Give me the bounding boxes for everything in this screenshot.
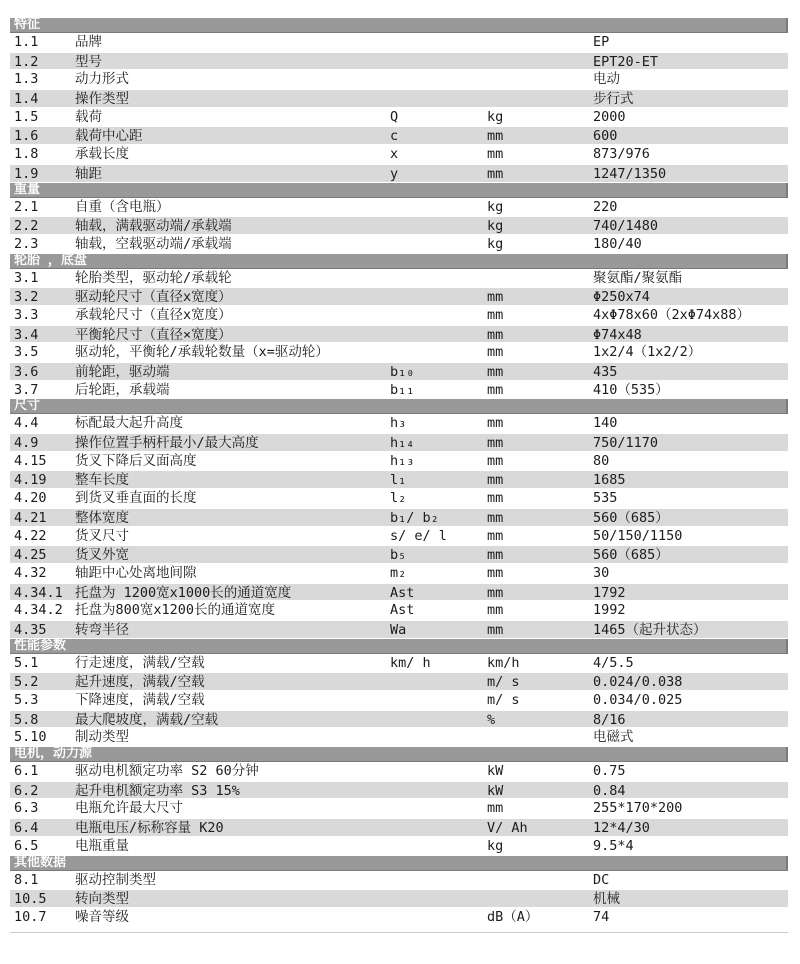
row-label: 轴载，满载驱动端/承载端 [75, 218, 232, 234]
row-symbol [390, 235, 487, 254]
row-unit: mm [487, 381, 504, 398]
row-unit: mm [487, 547, 504, 563]
row-value: 80 [593, 452, 610, 469]
row-unit: mm [487, 306, 504, 323]
row-label: 轴载，空载驱动端/承载端 [75, 235, 232, 252]
row-unit: kg [487, 218, 504, 234]
row-symbol [390, 306, 487, 325]
row-symbol: h₁₄ [390, 435, 415, 451]
spec-row [10, 564, 788, 583]
row-value: 0.75 [593, 763, 626, 780]
row-symbol [390, 90, 487, 107]
row-unit: mm [487, 326, 504, 343]
row-unit: km/h [487, 654, 520, 671]
row-number: 3.5 [14, 344, 39, 361]
row-value: 410（535） [593, 381, 669, 398]
row-symbol [390, 673, 487, 690]
row-value: 0.024/0.038 [593, 674, 683, 690]
row-value: 435 [593, 364, 618, 380]
row-unit: mm [487, 146, 504, 163]
spec-row [10, 818, 788, 837]
row-label: 电瓶电压/标称容量 K20 [75, 820, 224, 836]
row-number: 1.4 [14, 91, 39, 107]
row-value: 机械 [593, 891, 620, 907]
row-symbol: Ast [390, 584, 415, 601]
spec-row [10, 691, 788, 710]
spec-row [10, 871, 788, 890]
row-symbol: h₁₃ [390, 452, 415, 469]
row-symbol: b₁/ b₂ [390, 509, 439, 526]
spec-row [10, 583, 788, 602]
row-number: 5.2 [14, 674, 39, 690]
row-number: 3.1 [14, 269, 39, 286]
row-number: 4.4 [14, 415, 39, 432]
row-value: 8/16 [593, 711, 626, 728]
row-label: 自重（含电瓶） [75, 198, 170, 215]
row-unit [487, 871, 593, 890]
row-value: EPT20-ET [593, 53, 659, 70]
row-number: 8.1 [14, 871, 39, 888]
row-number: 1.9 [14, 165, 39, 182]
row-symbol [390, 33, 487, 52]
row-number: 1.8 [14, 146, 39, 163]
row-symbol: l₁ [390, 472, 407, 489]
spec-row [10, 837, 788, 856]
row-label: 货叉尺寸 [75, 527, 129, 544]
spec-row [10, 601, 788, 620]
row-number: 6.4 [14, 820, 39, 836]
row-value: 255*170*200 [593, 800, 683, 817]
row-unit [487, 728, 593, 747]
row-symbol: y [390, 165, 399, 182]
section-header: 电机，动力源 [10, 747, 788, 762]
row-label: 前轮距，驱动端 [75, 364, 170, 380]
row-unit: dB（A） [487, 908, 539, 925]
spec-row [10, 306, 788, 325]
row-number: 2.1 [14, 198, 39, 215]
table-bottom-border [10, 932, 788, 933]
row-value: 0.84 [593, 782, 626, 799]
row-label: 承载长度 [75, 146, 129, 163]
row-label: 平衡轮尺寸（直径×宽度） [75, 326, 232, 343]
row-number: 4.35 [14, 621, 47, 638]
spec-row [10, 145, 788, 164]
row-number: 4.15 [14, 452, 47, 469]
row-number: 4.32 [14, 564, 47, 581]
row-value: 电动 [593, 71, 620, 88]
row-value: 750/1170 [593, 435, 659, 451]
row-value: DC [593, 871, 610, 888]
row-label: 操作类型 [75, 91, 129, 107]
row-unit: m/ s [487, 674, 520, 690]
spec-row [10, 362, 788, 381]
row-symbol [390, 343, 487, 362]
row-value: 740/1480 [593, 218, 659, 234]
row-value: 1685 [593, 472, 626, 489]
row-number: 4.21 [14, 509, 47, 526]
row-number: 4.34.2 [14, 602, 63, 619]
row-symbol [390, 70, 487, 89]
row-symbol [390, 728, 487, 747]
row-label: 到货叉垂直面的长度 [75, 490, 197, 507]
row-unit: mm [487, 452, 504, 469]
row-number: 10.5 [14, 891, 47, 907]
row-symbol [390, 890, 487, 907]
row-unit: mm [487, 289, 504, 305]
row-number: 3.6 [14, 364, 39, 380]
row-unit: mm [487, 415, 504, 432]
row-label: 电瓶重量 [75, 837, 129, 854]
spec-row [10, 269, 788, 288]
row-value: 1465（起升状态） [593, 621, 707, 638]
row-symbol: b₁₀ [390, 364, 415, 380]
row-label: 驱动轮，平衡轮/承载轮数量（x=驱动轮） [75, 344, 329, 361]
row-symbol: c [390, 128, 399, 145]
row-unit: mm [487, 490, 504, 507]
spec-row [10, 52, 788, 71]
row-value: 2000 [593, 108, 626, 125]
row-unit [487, 53, 593, 70]
row-label: 转弯半径 [75, 621, 129, 638]
row-symbol: h₃ [390, 415, 407, 432]
row-symbol [390, 819, 487, 836]
row-label: 托盘为800宽x1200长的通道宽度 [75, 602, 276, 619]
spec-row [10, 164, 788, 183]
row-symbol: Q [390, 108, 399, 125]
row-symbol: l₂ [390, 490, 407, 507]
row-unit: V/ Ah [487, 820, 528, 836]
spec-row [10, 545, 788, 564]
row-symbol [390, 782, 487, 799]
row-label: 承载轮尺寸（直径x宽度） [75, 306, 232, 323]
row-unit: mm [487, 472, 504, 489]
row-symbol [390, 53, 487, 70]
row-label: 轴距中心处离地间隙 [75, 564, 197, 581]
row-symbol: b₅ [390, 547, 407, 563]
row-value: 535 [593, 490, 618, 507]
spec-row [10, 414, 788, 433]
spec-row [10, 781, 788, 800]
row-value: 12*4/30 [593, 820, 650, 836]
row-number: 4.34.1 [14, 584, 63, 601]
spec-row [10, 70, 788, 89]
row-value: 4/5.5 [593, 654, 634, 671]
spec-row [10, 343, 788, 362]
row-value: 步行式 [593, 91, 634, 107]
row-symbol [390, 288, 487, 305]
row-label: 起升电机额定功率 S3 15% [75, 782, 240, 799]
row-unit: mm [487, 584, 504, 601]
row-symbol: Wa [390, 621, 407, 638]
row-label: 噪音等级 [75, 908, 129, 925]
section-header: 尺寸 [10, 399, 788, 414]
section-header: 轮胎 ，底盘 [10, 254, 788, 269]
row-label: 驱动控制类型 [75, 871, 156, 888]
spec-row [10, 452, 788, 471]
row-number: 3.7 [14, 381, 39, 398]
row-number: 10.7 [14, 908, 47, 925]
row-number: 4.25 [14, 547, 47, 563]
row-value: 220 [593, 198, 618, 215]
row-unit: kg [487, 198, 504, 215]
row-value: 873/976 [593, 146, 650, 163]
row-value: 560（685） [593, 547, 669, 563]
row-symbol [390, 908, 487, 927]
row-label: 轮胎类型，驱动轮/承载轮 [75, 269, 232, 286]
row-number: 2.3 [14, 235, 39, 252]
spec-row [10, 126, 788, 145]
spec-row [10, 762, 788, 781]
row-number: 4.9 [14, 435, 39, 451]
row-unit: kW [487, 763, 504, 780]
spec-row [10, 216, 788, 235]
row-unit [487, 70, 593, 89]
row-label: 动力形式 [75, 71, 129, 88]
row-number: 6.2 [14, 782, 39, 799]
spec-row [10, 235, 788, 254]
row-value: 9.5*4 [593, 837, 634, 854]
row-label: 起升速度，满载/空载 [75, 674, 205, 690]
row-value: 1247/1350 [593, 165, 667, 182]
row-label: 标配最大起升高度 [75, 415, 183, 432]
row-unit: mm [487, 344, 504, 361]
row-number: 6.5 [14, 837, 39, 854]
row-symbol: x [390, 146, 399, 163]
row-unit: % [487, 711, 496, 728]
spec-row [10, 508, 788, 527]
row-unit: mm [487, 364, 504, 380]
spec-row [10, 654, 788, 673]
row-number: 1.2 [14, 53, 39, 70]
row-unit: kg [487, 837, 504, 854]
row-value: 30 [593, 564, 610, 581]
row-label: 整体宽度 [75, 509, 129, 526]
row-value: 1x2/4（1x2/2） [593, 344, 702, 361]
section-header: 重量 [10, 183, 788, 198]
row-label: 制动类型 [75, 729, 129, 746]
spec-row [10, 728, 788, 747]
row-number: 1.1 [14, 34, 39, 50]
row-value: 74 [593, 908, 610, 925]
row-number: 4.20 [14, 490, 47, 507]
row-label: 品牌 [75, 34, 102, 50]
row-symbol [390, 326, 487, 343]
section-header: 其他数据 [10, 856, 788, 871]
row-unit: mm [487, 564, 504, 581]
row-unit [487, 33, 593, 52]
row-unit: mm [487, 128, 504, 145]
spec-row [10, 489, 788, 508]
row-number: 3.3 [14, 306, 39, 323]
row-label: 整车长度 [75, 472, 129, 489]
row-number: 2.2 [14, 218, 39, 234]
row-unit: mm [487, 602, 504, 619]
spec-row [10, 672, 788, 691]
spec-row [10, 799, 788, 818]
row-value: 50/150/1150 [593, 527, 683, 544]
row-unit: m/ s [487, 692, 520, 708]
spec-row [10, 325, 788, 344]
row-label: 驱动轮尺寸（直径x宽度） [75, 289, 232, 305]
row-symbol [390, 837, 487, 856]
spec-row [10, 470, 788, 489]
row-label: 货叉外宽 [75, 547, 129, 563]
row-number: 6.1 [14, 763, 39, 780]
row-number: 5.8 [14, 711, 39, 728]
row-label: 下降速度，满载/空载 [75, 692, 205, 708]
row-number: 4.22 [14, 527, 47, 544]
row-number: 1.3 [14, 71, 39, 88]
row-value: 聚氨酯/聚氨酯 [593, 269, 683, 286]
spec-row [10, 198, 788, 217]
row-label: 转向类型 [75, 891, 129, 907]
row-unit: mm [487, 435, 504, 451]
row-label: 货叉下降后叉面高度 [75, 452, 197, 469]
spec-row [10, 527, 788, 546]
row-value: 600 [593, 128, 618, 145]
row-label: 轴距 [75, 165, 102, 182]
spec-row [10, 908, 788, 927]
row-number: 1.5 [14, 108, 39, 125]
row-unit: mm [487, 165, 504, 182]
row-symbol: b₁₁ [390, 381, 415, 398]
row-symbol [390, 217, 487, 234]
row-unit: kg [487, 235, 504, 252]
row-label: 最大爬坡度，满载/空载 [75, 711, 219, 728]
row-unit: mm [487, 527, 504, 544]
row-symbol [390, 198, 487, 217]
row-label: 操作位置手柄杆最小/最大高度 [75, 435, 259, 451]
spec-row [10, 33, 788, 52]
row-value: EP [593, 34, 610, 50]
spec-row [10, 620, 788, 639]
row-symbol [390, 762, 487, 781]
row-label: 托盘为 1200宽x1000长的通道宽度 [75, 584, 292, 601]
row-symbol [390, 711, 487, 728]
row-number: 5.10 [14, 729, 47, 746]
row-value: Φ250x74 [593, 289, 650, 305]
row-symbol: m₂ [390, 564, 407, 581]
row-symbol [390, 799, 487, 818]
spec-row [10, 108, 788, 127]
spec-row [10, 889, 788, 908]
row-unit: kg [487, 108, 504, 125]
row-number: 5.3 [14, 692, 39, 708]
row-unit: mm [487, 509, 504, 526]
row-label: 载荷中心距 [75, 128, 143, 145]
row-value: 4xΦ78x60（2xΦ74x88） [593, 306, 751, 323]
spec-row [10, 381, 788, 400]
row-value: 560（685） [593, 509, 669, 526]
spec-row [10, 710, 788, 729]
row-symbol: km/ h [390, 654, 431, 671]
row-label: 型号 [75, 53, 102, 70]
row-symbol [390, 691, 487, 710]
row-number: 6.3 [14, 800, 39, 817]
section-header: 性能参数 [10, 639, 788, 654]
row-number: 5.1 [14, 654, 39, 671]
row-value: 140 [593, 415, 618, 432]
spec-row [10, 433, 788, 452]
row-value: 1992 [593, 602, 626, 619]
row-unit: kW [487, 782, 504, 799]
row-number: 4.19 [14, 472, 47, 489]
row-symbol: s/ e/ l [390, 527, 447, 544]
row-unit [487, 90, 593, 107]
spec-table [10, 18, 788, 933]
row-label: 驱动电机额定功率 S2 60分钟 [75, 763, 259, 780]
row-value: 电磁式 [593, 729, 634, 746]
row-unit [487, 269, 593, 288]
row-label: 后轮距，承载端 [75, 381, 170, 398]
row-number: 3.4 [14, 326, 39, 343]
row-value: 0.034/0.025 [593, 692, 683, 708]
row-number: 3.2 [14, 289, 39, 305]
row-symbol [390, 269, 487, 288]
row-symbol [390, 871, 487, 890]
row-value: Φ74x48 [593, 326, 642, 343]
row-value: 180/40 [593, 235, 642, 252]
row-symbol: Ast [390, 602, 415, 619]
section-header: 特征 [10, 18, 788, 33]
row-label: 载荷 [75, 108, 102, 125]
spec-row [10, 89, 788, 108]
row-label: 电瓶允许最大尺寸 [75, 800, 183, 817]
row-unit: mm [487, 621, 504, 638]
row-number: 1.6 [14, 128, 39, 145]
row-value: 1792 [593, 584, 626, 601]
row-unit [487, 890, 593, 907]
row-label: 行走速度，满载/空载 [75, 654, 205, 671]
spec-row [10, 287, 788, 306]
row-unit: mm [487, 800, 504, 817]
